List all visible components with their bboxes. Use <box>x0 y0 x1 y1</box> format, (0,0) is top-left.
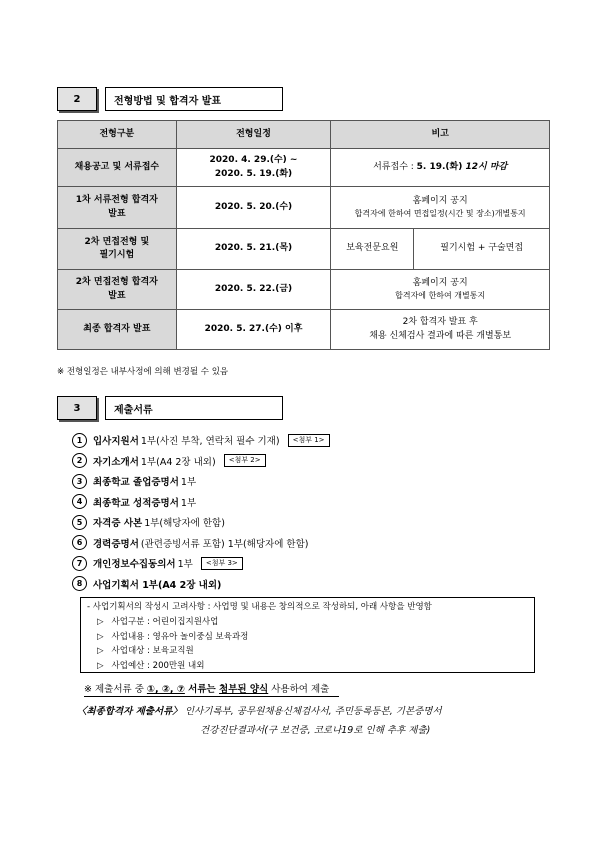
item-name: 최종학교 성적증명서 <box>93 497 179 509</box>
required-documents-list <box>72 430 330 594</box>
column-header: 전형구분 <box>58 121 177 149</box>
item-detail: 1부 <box>177 559 193 571</box>
item-number: 2 <box>72 453 87 468</box>
note-line: 합격자에 한하여 개별통지 <box>395 291 486 301</box>
item-name: 경력증명서 <box>93 538 139 550</box>
note-italic: 12시 마감 <box>462 161 508 172</box>
stage-date: 2020. 5. 27.(수) 이후 <box>176 310 331 350</box>
attachment-tag: <첨부 1> <box>288 434 330 447</box>
item-detail: 1부(사진 부착, 연락처 필수 기재) <box>140 436 280 448</box>
plan-line <box>81 615 534 630</box>
list-item <box>72 451 330 472</box>
column-header: 비고 <box>331 121 550 149</box>
final-docs-heading: 〈최종합격자 제출서류〉 <box>77 706 182 717</box>
table-row <box>58 310 550 350</box>
item-detail: 1부 <box>180 477 197 489</box>
note-method: 필기시험 + 구술면접 <box>440 243 524 254</box>
item-number: 4 <box>72 494 87 509</box>
item-detail: 1부 <box>180 497 197 509</box>
list-item <box>72 430 330 451</box>
label-line: 1차 서류전형 합격자 <box>75 195 158 206</box>
note-line: 채용 신체검사 결과에 따른 개별통보 <box>369 330 512 341</box>
final-docs-line: 인사기록부, 공무원채용신체검사서, 주민등록등본, 기본증명서 <box>181 706 442 717</box>
section-number: 2 <box>57 87 97 111</box>
stage-date: 2020. 5. 22.(금) <box>176 270 331 310</box>
plan-intro: - 사업기획서의 작성시 고려사항 : 사업명 및 내용은 창의적으로 작성하되, 아래 사항을 반영함 <box>87 602 432 612</box>
note-line: 2차 합격자 발표 후 <box>402 317 478 328</box>
stage-label: 채용공고 및 서류접수 <box>58 149 177 187</box>
item-name: 최종학교 졸업증명서 <box>93 477 179 489</box>
table-row <box>58 229 550 270</box>
stage-label <box>58 270 177 310</box>
note-prefix: ※ 제출서류 중 <box>84 684 147 695</box>
stage-label: 최종 합격자 발표 <box>58 310 177 350</box>
item-name: 사업기획서 1부(A4 2장 내외) <box>93 579 222 591</box>
item-name: 자격증 사본 <box>93 518 143 530</box>
plan-line <box>81 630 534 645</box>
section-title: 전형방법 및 합격자 발표 <box>105 87 283 111</box>
label-line: 2차 면접전형 합격자 <box>75 277 158 288</box>
list-item <box>72 574 330 595</box>
final-documents <box>77 702 442 740</box>
triangle-marker-icon: ▷ <box>97 617 104 627</box>
item-number: 6 <box>72 535 87 550</box>
list-item <box>72 492 330 513</box>
triangle-marker-icon: ▷ <box>97 660 104 671</box>
note-numbers: ①, ②, ⑦ <box>146 684 185 695</box>
list-item <box>72 553 330 574</box>
note-suffix: 사용하여 제출 <box>268 684 330 695</box>
note-form-link: 첨부된 양식 <box>219 684 269 695</box>
item-detail: 1부(A4 2장 내외) <box>140 456 216 468</box>
schedule-table <box>57 120 550 350</box>
section-number: 3 <box>57 396 97 420</box>
item-number: 8 <box>72 576 87 591</box>
plan-line-text: 사업구분 : 어린이집지원사업 <box>111 617 219 627</box>
stage-label <box>58 187 177 229</box>
note-mid: 서류는 <box>184 684 220 695</box>
submission-note <box>84 681 339 697</box>
stage-label <box>58 229 177 270</box>
item-detail: (관련증빙서류 포함) 1부(해당자에 한함) <box>140 538 309 550</box>
plan-line <box>81 659 534 674</box>
note-line: 홈페이지 공지 <box>412 196 468 207</box>
stage-note <box>331 187 550 229</box>
list-item <box>72 533 330 554</box>
label-line: 필기시험 <box>99 250 135 260</box>
plan-line-text: 사업내용 : 영유아 놀이중심 보육과정 <box>111 631 249 642</box>
schedule-footnote: ※ 전형일정은 내부사정에 의해 변경될 수 있음 <box>57 367 229 377</box>
stage-note <box>331 229 550 270</box>
plan-line <box>81 644 534 659</box>
label-line: 발표 <box>108 290 126 301</box>
list-item <box>72 512 330 533</box>
item-number: 3 <box>72 474 87 489</box>
label-line: 2차 면접전형 및 <box>84 236 150 247</box>
label-line: 발표 <box>108 208 126 219</box>
item-name: 입사지원서 <box>93 436 139 448</box>
column-header: 전형일정 <box>176 121 331 149</box>
table-header-row <box>58 121 550 149</box>
note-role: 보육전문요원 <box>331 229 414 269</box>
stage-date: 2020. 5. 20.(수) <box>176 187 331 229</box>
attachment-tag: <첨부 3> <box>201 557 243 570</box>
item-number: 7 <box>72 556 87 571</box>
date-line: 2020. 5. 19.(화) <box>214 168 293 179</box>
item-name: 자기소개서 <box>93 456 139 468</box>
note-text: 서류접수 : <box>373 161 417 172</box>
note-line: 합격자에 한하여 면접일정(시간 및 장소)개별통지 <box>354 209 526 219</box>
stage-note <box>331 310 550 350</box>
section-title: 제출서류 <box>105 396 283 420</box>
stage-date <box>176 149 331 187</box>
final-docs-line: 건강진단결과서(구 보건증, 코로나19로 인해 추후 제출) <box>200 725 431 736</box>
section-2-header <box>57 87 283 109</box>
section-3-header <box>57 396 283 418</box>
item-number: 5 <box>72 515 87 530</box>
business-plan-box <box>80 597 535 673</box>
attachment-tag: <첨부 2> <box>224 454 266 467</box>
stage-note <box>331 270 550 310</box>
date-line: 2020. 4. 29.(수) ~ <box>209 155 298 166</box>
item-detail: 1부(해당자에 한함) <box>144 518 225 530</box>
item-number: 1 <box>72 433 87 448</box>
plan-line-text: 사업대상 : 보육교직원 <box>111 646 194 656</box>
item-name: 개인정보수집동의서 <box>93 559 176 571</box>
table-row <box>58 270 550 310</box>
list-item <box>72 471 330 492</box>
note-line: 홈페이지 공지 <box>412 278 468 289</box>
plan-line-text: 사업예산 : 200만원 내외 <box>111 660 205 671</box>
note-bold: 5. 19.(화) <box>416 161 463 172</box>
stage-date: 2020. 5. 21.(목) <box>176 229 331 270</box>
table-row <box>58 187 550 229</box>
stage-note <box>331 149 550 187</box>
table-row <box>58 149 550 187</box>
triangle-marker-icon: ▷ <box>97 631 104 642</box>
triangle-marker-icon: ▷ <box>97 646 104 656</box>
